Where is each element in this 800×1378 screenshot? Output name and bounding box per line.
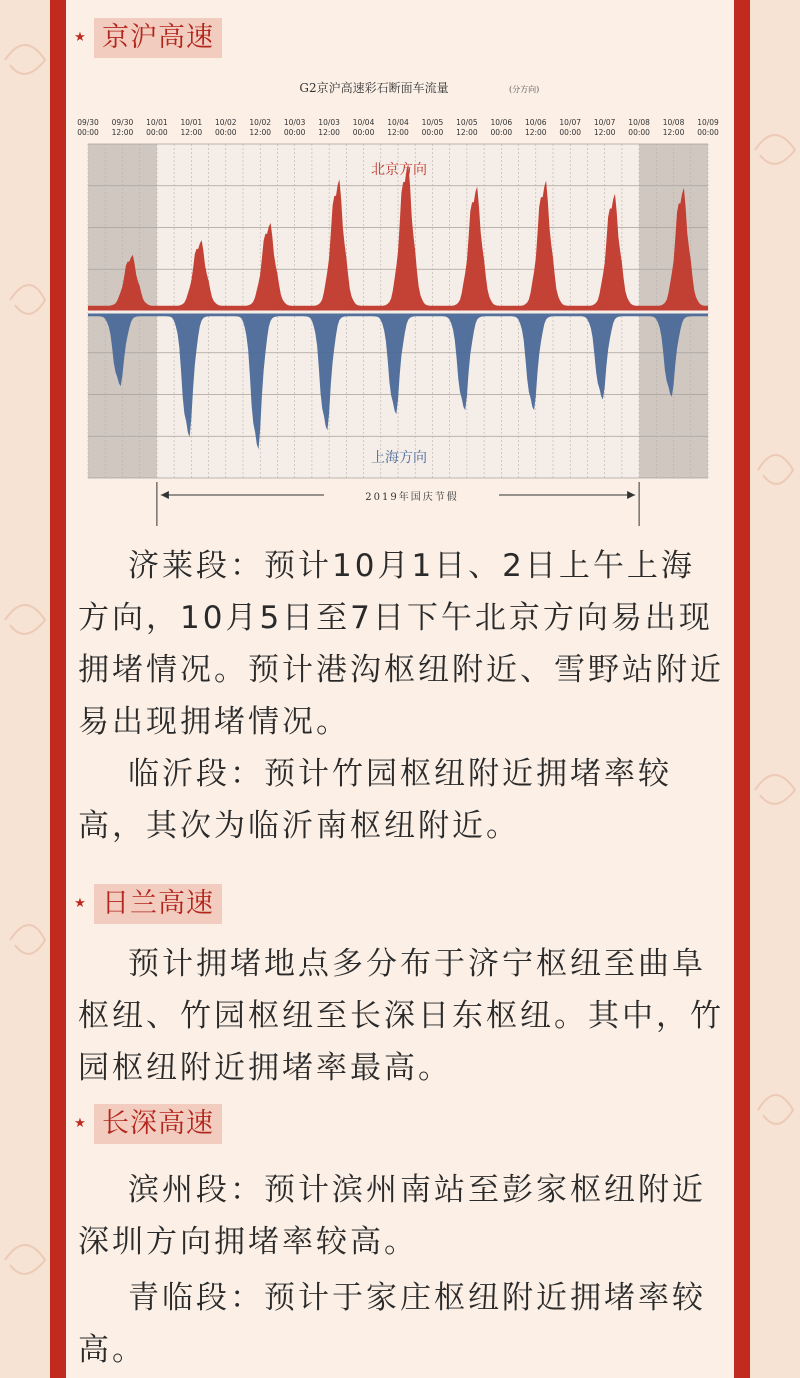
x-tick-label-time: 12:00 <box>318 128 340 137</box>
x-tick-label-time: 00:00 <box>214 128 237 137</box>
left-red-border <box>50 0 66 1378</box>
section-title: 长深高速 <box>94 1104 222 1144</box>
section-title: 日兰高速 <box>94 884 222 924</box>
x-tick-label-date: 10/01 <box>180 118 203 127</box>
x-tick-label-time: 12:00 <box>180 128 203 137</box>
x-tick-label-date: 10/03 <box>318 118 340 127</box>
x-tick-label-time: 00:00 <box>559 128 582 137</box>
traffic-flow-chart <box>74 70 724 530</box>
chart-svg <box>74 70 724 530</box>
x-tick-label-date: 10/04 <box>352 118 375 127</box>
x-tick-label-time: 12:00 <box>593 128 616 137</box>
star-icon: ★ <box>74 30 86 45</box>
x-tick-label-date: 10/06 <box>490 118 513 127</box>
series-label-shanghai: 上海方向 <box>371 450 427 466</box>
x-tick-label-date: 10/05 <box>456 118 478 127</box>
x-tick-label-date: 10/07 <box>559 118 582 127</box>
holiday-label: 2019年国庆节假 <box>365 492 459 503</box>
x-tick-label-time: 00:00 <box>77 128 99 137</box>
paragraph-jilai: 济莱段：预计10月1日、2日上午上海方向，10月5日至7日下午北京方向易出现拥堵情况。预计港沟枢纽附近、雪野站附近易出现拥堵情况。 <box>78 548 724 740</box>
x-tick-label-time: 00:00 <box>283 128 306 137</box>
x-tick-label-time: 00:00 <box>146 128 168 137</box>
x-tick-label-date: 10/04 <box>387 118 409 127</box>
x-tick-label-date: 10/01 <box>146 118 168 127</box>
chart-title-suffix: (分方向) <box>509 85 540 94</box>
paragraph-binzhou: 滨州段：预计滨州南站至彭家枢纽附近深圳方向拥堵率较高。 <box>78 1172 706 1260</box>
x-tick-label-date: 10/06 <box>524 118 547 127</box>
x-tick-label-date: 10/03 <box>283 118 306 127</box>
x-tick-label-date: 10/09 <box>697 118 719 127</box>
x-tick-label-time: 12:00 <box>249 128 272 137</box>
paragraph-rilan: 预计拥堵地点多分布于济宁枢纽至曲阜枢纽、竹园枢纽至长深日东枢纽。其中，竹园枢纽附近拥堵率最高。 <box>78 946 724 1086</box>
x-tick-label-time: 00:00 <box>490 128 513 137</box>
star-icon: ★ <box>74 896 86 911</box>
star-icon: ★ <box>74 1116 86 1131</box>
x-tick-label-time: 12:00 <box>387 128 409 137</box>
section-title: 京沪高速 <box>94 18 222 58</box>
x-tick-label-date: 10/05 <box>421 118 444 127</box>
paragraph-linyi: 临沂段：预计竹园枢纽附近拥堵率较高，其次为临沂南枢纽附近。 <box>78 756 672 844</box>
section-header-rilan <box>72 884 222 924</box>
series-label-beijing: 北京方向 <box>371 162 427 178</box>
right-red-border <box>734 0 750 1378</box>
x-tick-label-date: 10/07 <box>593 118 616 127</box>
section-header-jinghu <box>72 18 222 58</box>
paragraph-qinglin: 青临段：预计于家庄枢纽附近拥堵率较高。 <box>78 1280 706 1368</box>
x-tick-label-time: 12:00 <box>524 128 547 137</box>
arrowhead-left-icon <box>161 491 169 499</box>
x-tick-label-time: 00:00 <box>628 128 650 137</box>
x-tick-label-time: 00:00 <box>352 128 375 137</box>
x-tick-label-date: 09/30 <box>111 118 134 127</box>
x-tick-label-time: 00:00 <box>421 128 444 137</box>
x-tick-label-date: 10/08 <box>662 118 685 127</box>
x-tick-label-date: 09/30 <box>77 118 99 127</box>
arrowhead-right-icon <box>627 491 635 499</box>
x-tick-label-date: 10/08 <box>628 118 650 127</box>
x-tick-label-time: 12:00 <box>662 128 685 137</box>
x-tick-label-date: 10/02 <box>249 118 272 127</box>
x-tick-label-time: 00:00 <box>697 128 719 137</box>
x-tick-label-time: 12:00 <box>111 128 134 137</box>
section-header-changshen <box>72 1104 222 1144</box>
x-tick-label-time: 12:00 <box>456 128 478 137</box>
chart-title: G2京沪高速彩石断面车流量 <box>299 81 449 95</box>
x-tick-label-date: 10/02 <box>214 118 237 127</box>
